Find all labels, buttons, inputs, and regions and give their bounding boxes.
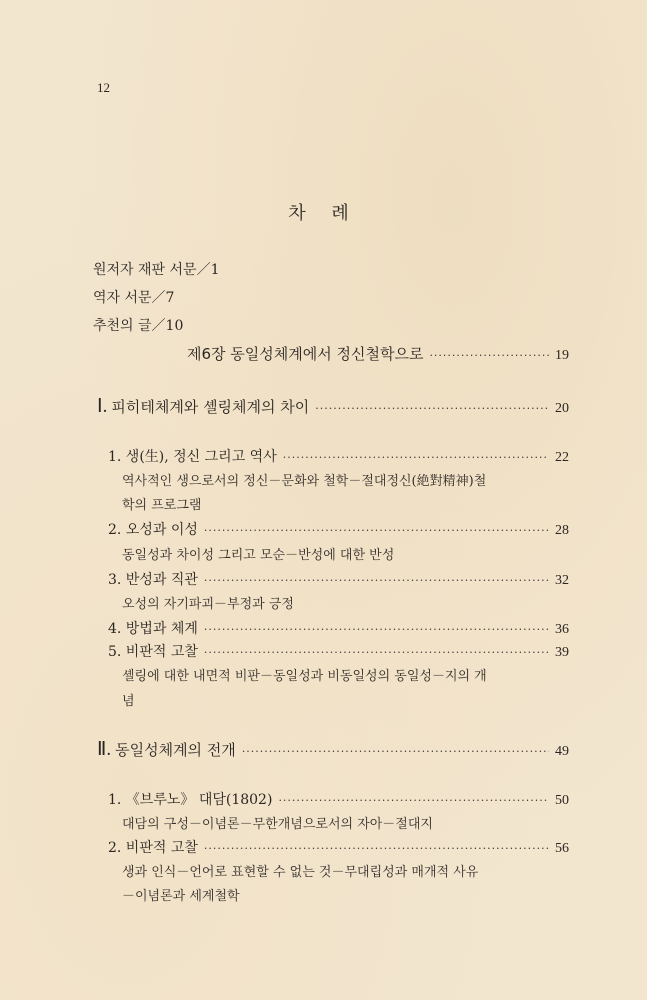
entry-page: 56	[555, 841, 569, 856]
front-matter-item[interactable]: 역자 서문／7	[93, 290, 175, 306]
leader-dots	[283, 451, 549, 464]
toc-entry[interactable]	[108, 446, 569, 466]
leader-dots	[204, 646, 549, 659]
part-page: 49	[555, 744, 569, 759]
entry-label: 3. 반성과 직관	[108, 572, 198, 588]
entry-page: 50	[555, 793, 569, 808]
entry-label: 2. 비판적 고찰	[108, 840, 198, 856]
part-page: 20	[555, 401, 569, 416]
entry-page: 39	[555, 645, 569, 660]
entry-label: 1. 《브루노》 대담(1802)	[108, 792, 273, 808]
part-title: 동일성체계의 전개	[115, 741, 236, 759]
entry-summary: 역사적인 생으로서의 정신－문화와 철학－절대정신(絶對精神)철	[122, 474, 487, 489]
entry-summary: 셸링에 대한 내면적 비판－동일성과 비동일성의 동일성－지의 개	[122, 669, 487, 684]
entry-label: 4. 방법과 체계	[108, 621, 198, 637]
leader-dots	[429, 349, 549, 362]
leader-dots	[204, 623, 549, 636]
part-heading-1[interactable]	[97, 395, 569, 418]
toc-entry[interactable]	[108, 641, 569, 661]
leader-dots	[278, 794, 549, 807]
entry-summary: 생과 인식－언어로 표현할 수 없는 것－무대립성과 매개적 사유	[122, 865, 479, 880]
leader-dots	[204, 574, 549, 587]
front-matter-item[interactable]: 원저자 재판 서문／1	[93, 262, 220, 278]
leader-dots	[242, 745, 549, 758]
toc-entry[interactable]	[108, 569, 569, 589]
page-number: 12	[97, 80, 110, 95]
chapter-page: 19	[555, 348, 569, 363]
entry-page: 36	[555, 622, 569, 637]
toc-entry[interactable]	[108, 519, 569, 539]
leader-dots	[204, 524, 549, 537]
entry-label: 1. 생(生), 정신 그리고 역사	[108, 449, 277, 465]
part-numeral: Ⅰ.	[97, 396, 108, 417]
toc-title: 차 례	[288, 203, 359, 224]
leader-dots	[315, 402, 549, 415]
toc-entry[interactable]	[108, 618, 569, 638]
entry-summary: 오성의 자기파괴－부정과 긍정	[122, 597, 294, 612]
toc-entry[interactable]	[108, 789, 569, 809]
chapter-heading[interactable]	[187, 343, 569, 364]
part-heading-2[interactable]	[97, 738, 569, 761]
entry-label: 2. 오성과 이성	[108, 522, 198, 538]
entry-summary: 대담의 구성－이념론－무한개념으로서의 자아－절대지	[122, 817, 433, 832]
entry-page: 32	[555, 573, 569, 588]
toc-entry[interactable]	[108, 837, 569, 857]
leader-dots	[204, 842, 549, 855]
part-title: 피히테체계와 셸링체계의 차이	[111, 398, 310, 416]
part-numeral: Ⅱ.	[97, 739, 112, 760]
entry-summary: 동일성과 차이성 그리고 모순－반성에 대한 반성	[122, 548, 395, 563]
entry-summary: 학의 프로그램	[122, 498, 202, 513]
front-matter-item[interactable]: 추천의 글／10	[93, 318, 184, 334]
entry-summary: 념	[122, 694, 135, 709]
entry-summary: －이념론과 세계철학	[122, 889, 240, 904]
entry-label: 5. 비판적 고찰	[108, 644, 198, 660]
entry-page: 28	[555, 523, 569, 538]
chapter-title: 제6장 동일성체계에서 정신철학으로	[187, 345, 424, 363]
entry-page: 22	[555, 450, 569, 465]
